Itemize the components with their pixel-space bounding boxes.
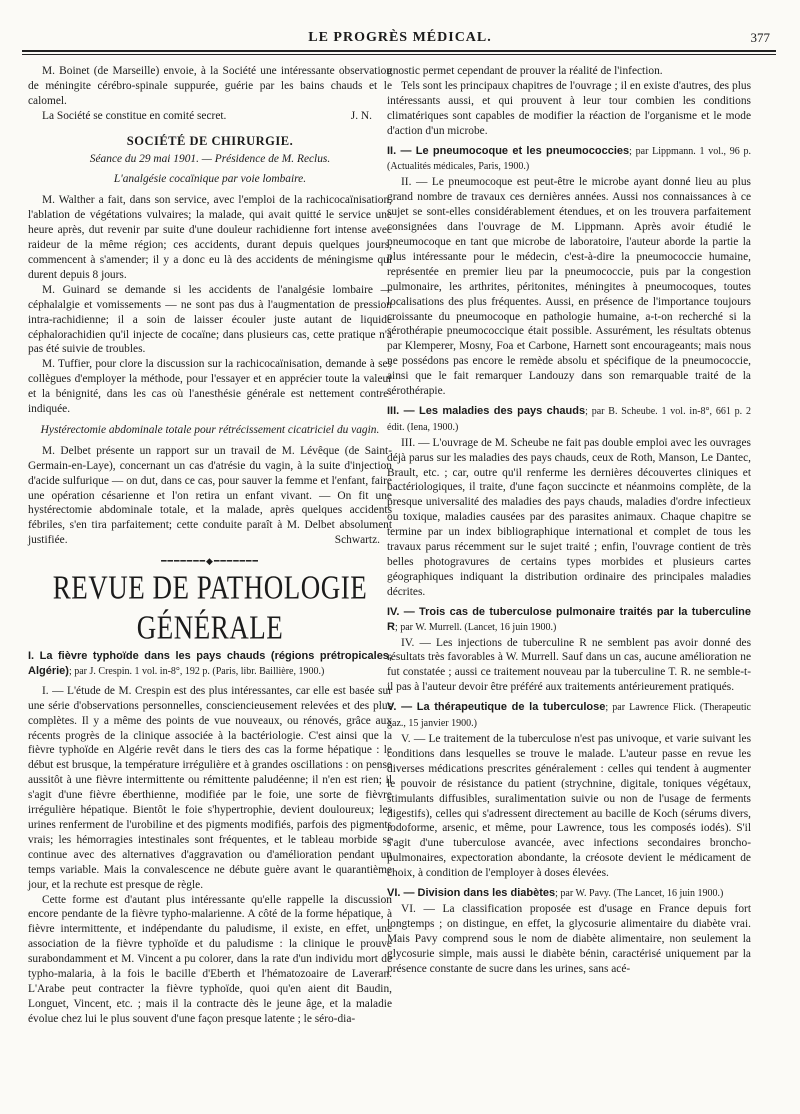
paragraph: V. — Le traitement de la tuberculose n'est pas univoque, et varie suivant les conditions dans lesquelles se trouve le malade. L'auteur passe en revue les diverses médications prescrites généralement : celles qui tendent à augmenter le pouvoir de résistance du patient (strychnine, digitale, toniques végétaux, stimulants diffusibles, suralimentation suivie ou non de l'usage de ferments digestifs), celles qui s'adressent directement au bacille de Koch (sérums divers, iodoforme, arsenic, et même, pour Lawrence, tous les composés iodés). S'il s'agit d'une tuberculose avancée, avec infections secondaires broncho-pulmonaires, expectoration abondante, la créosote devient le médicament de choix, à condition de l'employer à doses élevées. bbox=[387, 732, 751, 880]
running-head bbox=[24, 30, 776, 50]
paragraph: M. Delbet présente un rapport sur un travail de M. Lévêque (de Saint-Germain-en-Laye), concernant un cas d'atrésie du vagin, à la suite d'injection d'acide sulfurique — on dut, dans ce cas, pour sauver la femme et l'enfant, faire une opération césarienne et l'on retira un enfant vivant. — On fit une hystérectomie abdominale totale, et la malade, après quelques accidents fébriles, s'en tira parfaitement; cette conduite paraît à M. Delbet absolument justifiée. bbox=[28, 444, 392, 547]
review-item-heading: VI. — Division dans les diabètes; par W. Pavy. (The Lancet, 16 juin 1900.) bbox=[387, 887, 724, 900]
review-item-heading: II. — Le pneumocoque et les pneumococcies; par Lippmann. 1 vol., 96 p. (Actualités médicales, Paris, 1900.) bbox=[387, 144, 751, 173]
paragraph: gnostic permet cependant de prouver la réalité de l'infection. bbox=[387, 65, 663, 77]
paragraph: II. — Le pneumocoque est peut-être le microbe ayant donné lieu au plus grand nombre de travaux ces dernières années. Aussi nos connaissances à ce sujet se sont-elles considérablement étendues, et on les trouvera parfaitement consignées dans l'ouvrage de M. Lippmann. Après avoir étudié le pneumocoque en tant que microbe de laboratoire, l'auteur aborde la partie la plus intéressante pour le médecin, c'est-à-dire la pneumococcie humaine, représentée en premier lieu par la pneumococcie, puis par la congestion pulmonaire, les arthrites, péritonites, méningites à pneumocoques, toutes localisations des plus fréquentes. Aussi, en présence de l'importance toujours croissante du pneumocoque en pathologie humaine, a-t-on recherché si la sérothérapie pneumococcique était possible. Assurément, les résultats obtenus par Klemperer, Mosny, Foa et Carbone, Harnett sont encourageants; mais nous ne possédons pas encore le remède absolu et spécifique de la pneumococcie, ainsi que le fait remarquer Landouzy dans son remarquable traité de la sérothérapie. bbox=[387, 176, 751, 398]
paragraph: M. Tuffier, pour clore la discussion sur la rachicocaïnisation, demande à ses collègues d'employer la méthode, pour l'essayer et en apprécier toute la valeur et la bénignité, dans les cas où l'anesthésie générale est nettement contre-indiquée. bbox=[28, 358, 392, 416]
paragraph: M. Guinard se demande si les accidents de l'analgésie lombaire — céphalalgie et vomissements — ne sont pas dus à l'augmentation de pression intra-rachidienne; il a soin de laisser écouler juste autant de liquide céphalorachidien qu'il injecte de cocaïne; dans plusieurs cas, cette pratique n'a pas été suivie de troubles. bbox=[28, 283, 392, 356]
review-item-heading: III. — Les maladies des pays chauds; par B. Scheube. 1 vol. in-8°, 661 p. 2 édit. (Iena, 1900.) bbox=[387, 404, 751, 433]
seance-line: Séance du 29 mai 1901. — Présidence de M. Reclus. bbox=[89, 152, 331, 165]
paragraph: M. Boinet (de Marseille) envoie, à la Société une intéressante observation de méningite cérébro-spinale suppurée, guérie par les bains chauds et le calomel. bbox=[28, 65, 392, 107]
paragraph: I. — L'étude de M. Crespin est des plus intéressantes, car elle est basée sur une série d'observations personnelles, consciencieusement relevées et des plus complètes. Il y a même des points de vue nouveaux, ou rénovés, grâce aux récents progrès de la clinique associée à la bactériologie. C'est ainsi que la fièvre typhoïde en Algérie revêt dans le tiers des cas la forme hépatique : le début est brusque, la température irrégulière et à grandes oscillations : on pense aussitôt à une fièvre intermittente ou rémittente paludéenne; il n'en est rien; il s'agit d'une fièvre éberthienne, modifiée par le foie, une sorte de fièvre irrégulière hépatique. Bientôt le foie s'hypertrophie, devient douloureux; les urines renferment de l'urobiline et des pigments modifiés, parfois des pigments vrais; les hémorragies intestinales sont fréquentes, et le tableau morbide se continue avec des alternatives d'aggravation ou d'amélioration pendant un temps variable. Mais la convalescence ne débute guère avant le quarantième jour, et la rechute est presque de règle. bbox=[28, 684, 392, 891]
paragraph: Cette forme est d'autant plus intéressante qu'elle rappelle la discussion encore pendante de la fièvre typho-malarienne. A côté de la forme hépatique, à fièvre intermittente, et indépendante du paludisme, il existe, en effet, une association de la fièvre typhoïde et du paludisme : la clinique le prouve surabondamment et M. Vincent a pu colorer, dans la rate d'un individu mort de typho-malaria, à la fois le bacille d'Eberth et l'hématozoaire de Laveran. L'Arabe peut contracter la fièvre typhoïde, quoi qu'en aient dit Baudin, Longuet, Vincent, etc. ; mais il la contracte dès le jeune âge, et la maladie évolue chez lui le plus souvent d'une façon presque latente ; le séro-dia- bbox=[28, 893, 392, 1025]
paragraph: Tels sont les principaux chapitres de l'ouvrage ; il en existe d'autres, des plus intéressants aussi, et qui prouvent à leur tour combien les conditions climatériques sont capables de modifier la réaction de l'organisme et le mode d'action d'un microbe. bbox=[387, 79, 751, 137]
paragraph bbox=[28, 109, 392, 124]
review-item-heading: I. La fièvre typhoïde dans les pays chauds (régions prétropicales, Algérie); par J. Crespin. 1 vol. in-8°, 192 p. (Paris, libr. Baillière, 1900.) bbox=[28, 650, 392, 677]
review-item-heading: V. — La thérapeutique de la tuberculose; par Lawrence Flick. (Therapeutic gaz., 15 janvier 1900.) bbox=[387, 701, 751, 730]
journal-title: LE PROGRÈS MÉDICAL. bbox=[308, 30, 492, 45]
subsection-title: Hystérectomie abdominale totale pour rétrécissement cicatriciel du vagin. bbox=[40, 423, 380, 436]
page-number: 377 bbox=[750, 30, 770, 45]
left-column bbox=[28, 64, 392, 1027]
header-rule-thin bbox=[22, 54, 776, 55]
paragraph: M. Walther a fait, dans son service, avec l'emploi de la rachicocaïnisation, l'ablation de végétations vulvaires; la malade, qui avait quitté le service une heure après, dut revenir par suite d'une douleur rachidienne fort intense avec raideur de la même région; ces accidents, durant depuis quelques jours, commencent à s'amender; il y a donc eu là des accidents de méningisme qui durent depuis 8 jours. bbox=[28, 194, 392, 281]
review-item-heading: IV. — Trois cas de tuberculose pulmonaire traités par la tuberculine R; par W. Murrell. (Lancet, 16 juin 1900.) bbox=[387, 605, 751, 633]
header-rule bbox=[22, 50, 776, 52]
paragraph: IV. — Les injections de tuberculine R ne semblent pas avoir donné des résultats très favorables à W. Murrell. Sauf dans un cas, aucune amélioration ne fut constatée ; aussi ce traitement nouveau par la tuberculine T. R. ne semble-t-il pas à l'auteur devoir être préféré aux traitements antérieurement pratiqués. bbox=[387, 636, 751, 694]
right-column bbox=[387, 64, 751, 976]
section-title: SOCIÉTÉ DE CHIRURGIE. bbox=[126, 133, 294, 148]
paragraph: III. — L'ouvrage de M. Scheube ne fait pas double emploi avec les ouvrages déjà parus sur les maladies des pays chauds, ceux de Roth, Manson, Le Dantec, Brault, etc. ; car, outre qu'il renferme les dernières découvertes cliniques et bactériologiques, il traite, d'une façon succincte et néanmoins complète, de la presque universalité des maladies des pays chauds, maladies d'ordre infectieux ou toxique, maladies causées par des parasites animaux. Chaque chapitre se termine par un index bibliographique international et complet de tous les travaux parus récemment sur le sujet traité ; enfin, l'ouvrage contient de très belles photogravures de certains types morbides et plusieurs cartes géographiques indiquant la distribution ordinaire des principales maladies décrites. bbox=[387, 436, 751, 598]
paragraph-text: La Société se constitue en comité secret. bbox=[42, 109, 227, 122]
signature: J. N. bbox=[350, 109, 372, 122]
review-title: REVUE DE PATHOLOGIE GÉNÉRALE bbox=[52, 568, 368, 646]
signature: Schwartz. bbox=[334, 534, 380, 547]
paragraph: VI. — La classification proposée est d'usage en France depuis fort longtemps ; on distingue, en effet, la glycosurie alimentaire du diabète vrai. Mais Pavy comprend sous le nom de diabète alimentaire, non seulement la glycosurie simple, mais aussi le diabète bénin, caractérisé uniquement par la présence constante de sucre dans les urines, sans acé- bbox=[387, 902, 751, 975]
subsection-title: L'analgésie cocaïnique par voie lombaire. bbox=[113, 173, 307, 186]
ornament-divider: ━━━━━━━◆━━━━━━━ bbox=[161, 556, 259, 567]
